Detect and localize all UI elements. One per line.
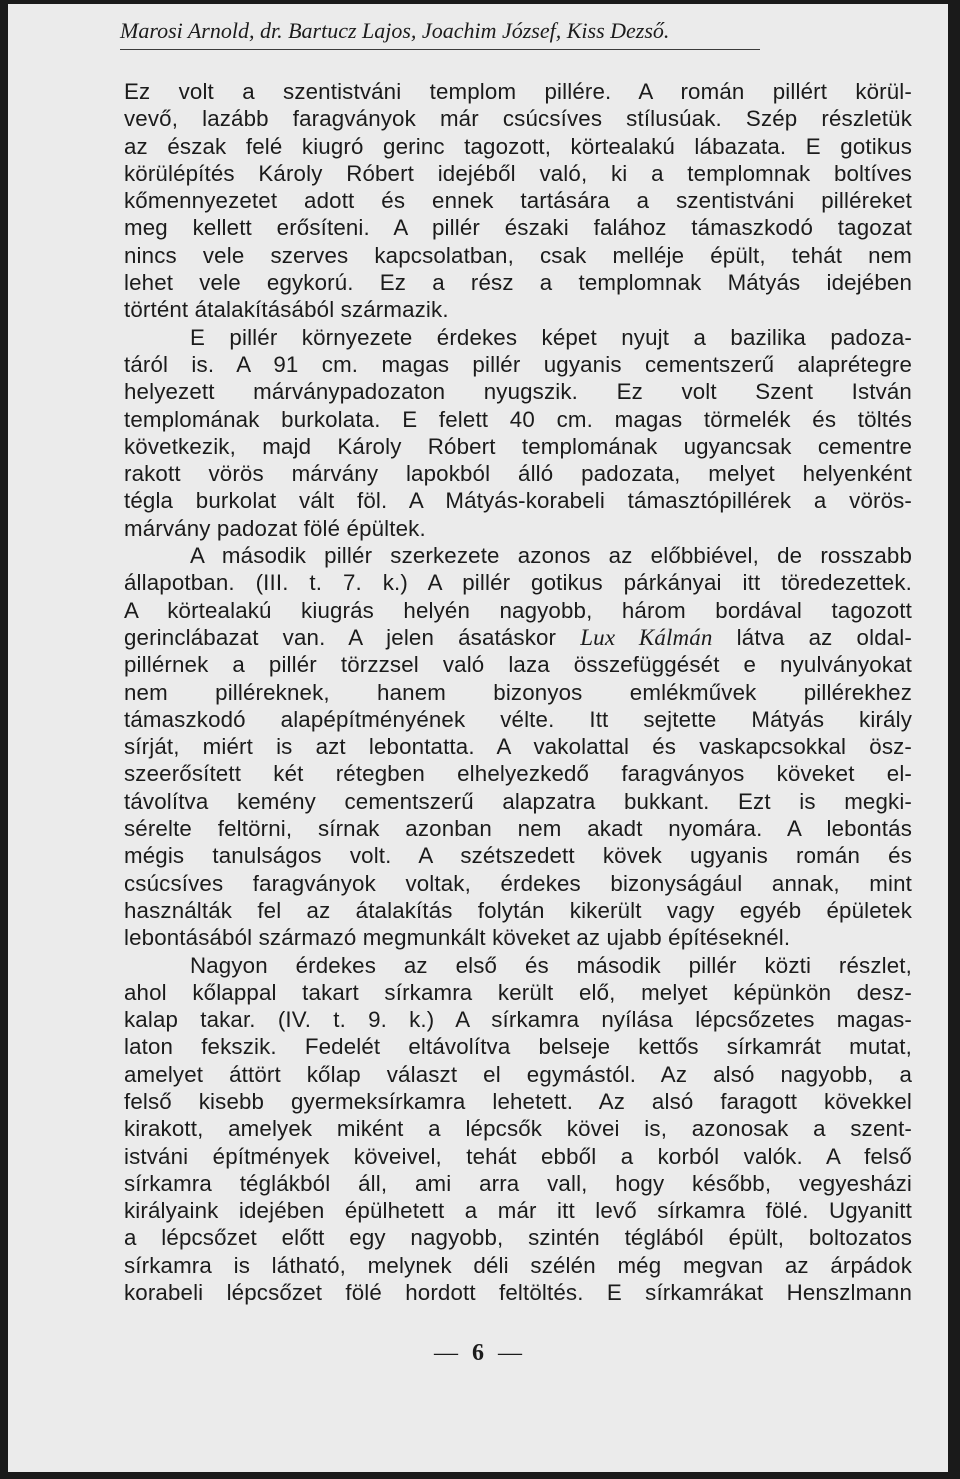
- paragraph-3-line: használták fel az átalakítás folytán kikerült vagy egyéb épületek: [124, 897, 912, 923]
- paragraph-4-line: sírkamra is látható, melynek déli szélén még megvan az árpádok: [124, 1252, 912, 1278]
- paragraph-4-line: felső kisebb gyermeksírkamra lehetett. Az alsó faragott kövekkel: [124, 1088, 912, 1114]
- paragraph-4-line: ahol kőlappal takart sírkamra került elő, melyet képünkön desz-: [124, 979, 912, 1005]
- paragraph-1-line: Ez volt a szentistváni templom pillére. A román pillért körül-: [124, 79, 912, 104]
- paragraph-3-line: sérelte feltörni, sírnak azonban nem akadt nyomára. A lebontás: [124, 816, 912, 842]
- paragraph-2-line: táról is. A 91 cm. magas pillér ugyanis cementszerű alaprétegre: [124, 351, 912, 377]
- paragraph-4-line: a lépcsőzet előtt egy nagyobb, szintén téglából épült, boltozatos: [124, 1225, 912, 1251]
- paragraph-2-line: márvány padozat fölé épültek.: [124, 515, 426, 541]
- paragraph-4-line: amelyet áttört kőlap választ el egymástól. Az alsó nagyobb, a: [124, 1061, 912, 1087]
- paragraph-3-line: A körtealakú kiugrás helyén nagyobb, három bordával tagozott: [124, 597, 912, 623]
- paragraph-3-line: nem pilléreknek, hanem bizonyos emlékművek pillérekhez: [124, 679, 912, 705]
- paragraph-4-line: kalap takar. (IV. t. 9. k.) A sírkamra nyílása lépcsőzetes magas-: [124, 1007, 912, 1033]
- paragraph-2-line: helyezett márványpadozaton nyugszik. Ez volt Szent István: [124, 379, 912, 405]
- paragraph-4-line: korabeli lépcsőzet fölé hordott feltöltés. E sírkamrákat Henszlmann: [124, 1280, 912, 1306]
- paragraph-4-line: Nagyon érdekes az első és második pillér közti részlet,: [190, 952, 912, 978]
- paragraph-1-line: körülépítés Károly Róbert idejéből való, ki a templomnak boltíves: [124, 160, 912, 186]
- paragraph-1-line: meg kellett erősíteni. A pillér északi falához támaszkodó tagozat: [124, 215, 912, 241]
- person-name-italic: Lux Kálmán: [580, 624, 713, 650]
- paragraph-3-line: pillérnek a pillér törzzsel való laza összefüggését e nyulványokat: [124, 652, 912, 678]
- paragraph-3-line: állapotban. (III. t. 7. k.) A pillér gotikus párkányai itt töredezettek.: [124, 570, 912, 596]
- paragraph-3-line: csúcsíves faragványok voltak, érdekes bizonyságául annak, mint: [124, 870, 912, 896]
- line-text: gerinclábazat van. A jelen ásatáskor: [124, 624, 557, 650]
- paragraph-4-line: királyaink idejében épülhetett a már itt levő sírkamra fölé. Ugyanitt: [124, 1198, 912, 1224]
- paragraph-1-line: kőmennyezetet adott és ennek tartására a szentistváni pilléreket: [124, 188, 912, 214]
- paragraph-1-line: lehet vele egykorú. Ez a rész a templomnak Mátyás idejében: [124, 270, 912, 296]
- book-page: [8, 4, 948, 1472]
- paragraph-3-line: távolítva kemény cementszerű alapzatra bukkant. Ezt is megki-: [124, 788, 912, 814]
- paragraph-3-line: lebontásából származó megmunkált köveket az ujabb építéseknél.: [124, 925, 791, 951]
- paragraph-2-line: következik, majd Károly Róbert templomának ugyancsak cementre: [124, 433, 912, 459]
- header-rule: [120, 49, 760, 50]
- paragraph-3-line: támaszkodó alapépítményének vélte. Itt sejtette Mátyás király: [124, 706, 912, 732]
- paragraph-2-line: rakott vörös márvány lapokból álló padozata, melyet helyenként: [124, 461, 912, 487]
- paragraph-4-line: kirakott, amelyek miként a lépcsők kövei is, azonosak a szent-: [124, 1116, 912, 1142]
- paragraph-4-line: sírkamra téglákból áll, ami arra vall, hogy később, vegyesházi: [124, 1170, 912, 1196]
- header-authors: Marosi Arnold, dr. Bartucz Lajos, Joachim József, Kiss Dezső.: [120, 18, 670, 43]
- paragraph-3-line-with-name: [124, 624, 912, 651]
- dash-right: —: [498, 1340, 522, 1366]
- paragraph-1-line: nincs vele szerves kapcsolatban, csak melléje épült, tehát nem: [124, 242, 912, 268]
- paragraph-2-line: E pillér környezete érdekes képet nyujt a bazilika padoza-: [190, 324, 912, 350]
- page-number: 6: [472, 1340, 484, 1366]
- paragraph-3-line: szeerősített két rétegben elhelyezkedő faragványos köveket el-: [124, 761, 912, 787]
- paragraph-1-line: vevő, lazább faragványok már csúcsíves stílusúak. Szép részletük: [124, 106, 912, 132]
- paragraph-3-line: sírját, miért is azt lebontatta. A vakolattal és vaskapcsokkal ösz-: [124, 734, 912, 760]
- paragraph-2-line: tégla burkolat vált föl. A Mátyás-korabeli támasztópillérek a vörös-: [124, 488, 912, 514]
- paragraph-4-line: istváni építmények köveivel, tehát ebből a korból valók. A felső: [124, 1143, 912, 1169]
- body-text: [124, 78, 912, 1306]
- running-header: [120, 18, 820, 44]
- paragraph-2-line: templomának burkolata. E felett 40 cm. magas törmelék és töltés: [124, 406, 912, 432]
- paragraph-3-line: mégis tanulságos volt. A szétszedett kövek ugyanis román és: [124, 843, 912, 869]
- paragraph-4-line: laton fekszik. Fedelét eltávolítva belseje kettős sírkamrát mutat,: [124, 1034, 912, 1060]
- paragraph-1-line: történt átalakításából származik.: [124, 297, 449, 323]
- paragraph-3-line: A második pillér szerkezete azonos az előbbiével, de rosszabb: [190, 543, 912, 569]
- line-text: látva az oldal-: [712, 624, 912, 650]
- dash-left: —: [434, 1340, 458, 1366]
- page-number-footer: [8, 1340, 948, 1367]
- paragraph-1-line: az észak felé kiugró gerinc tagozott, körtealakú lábazata. E gotikus: [124, 133, 912, 159]
